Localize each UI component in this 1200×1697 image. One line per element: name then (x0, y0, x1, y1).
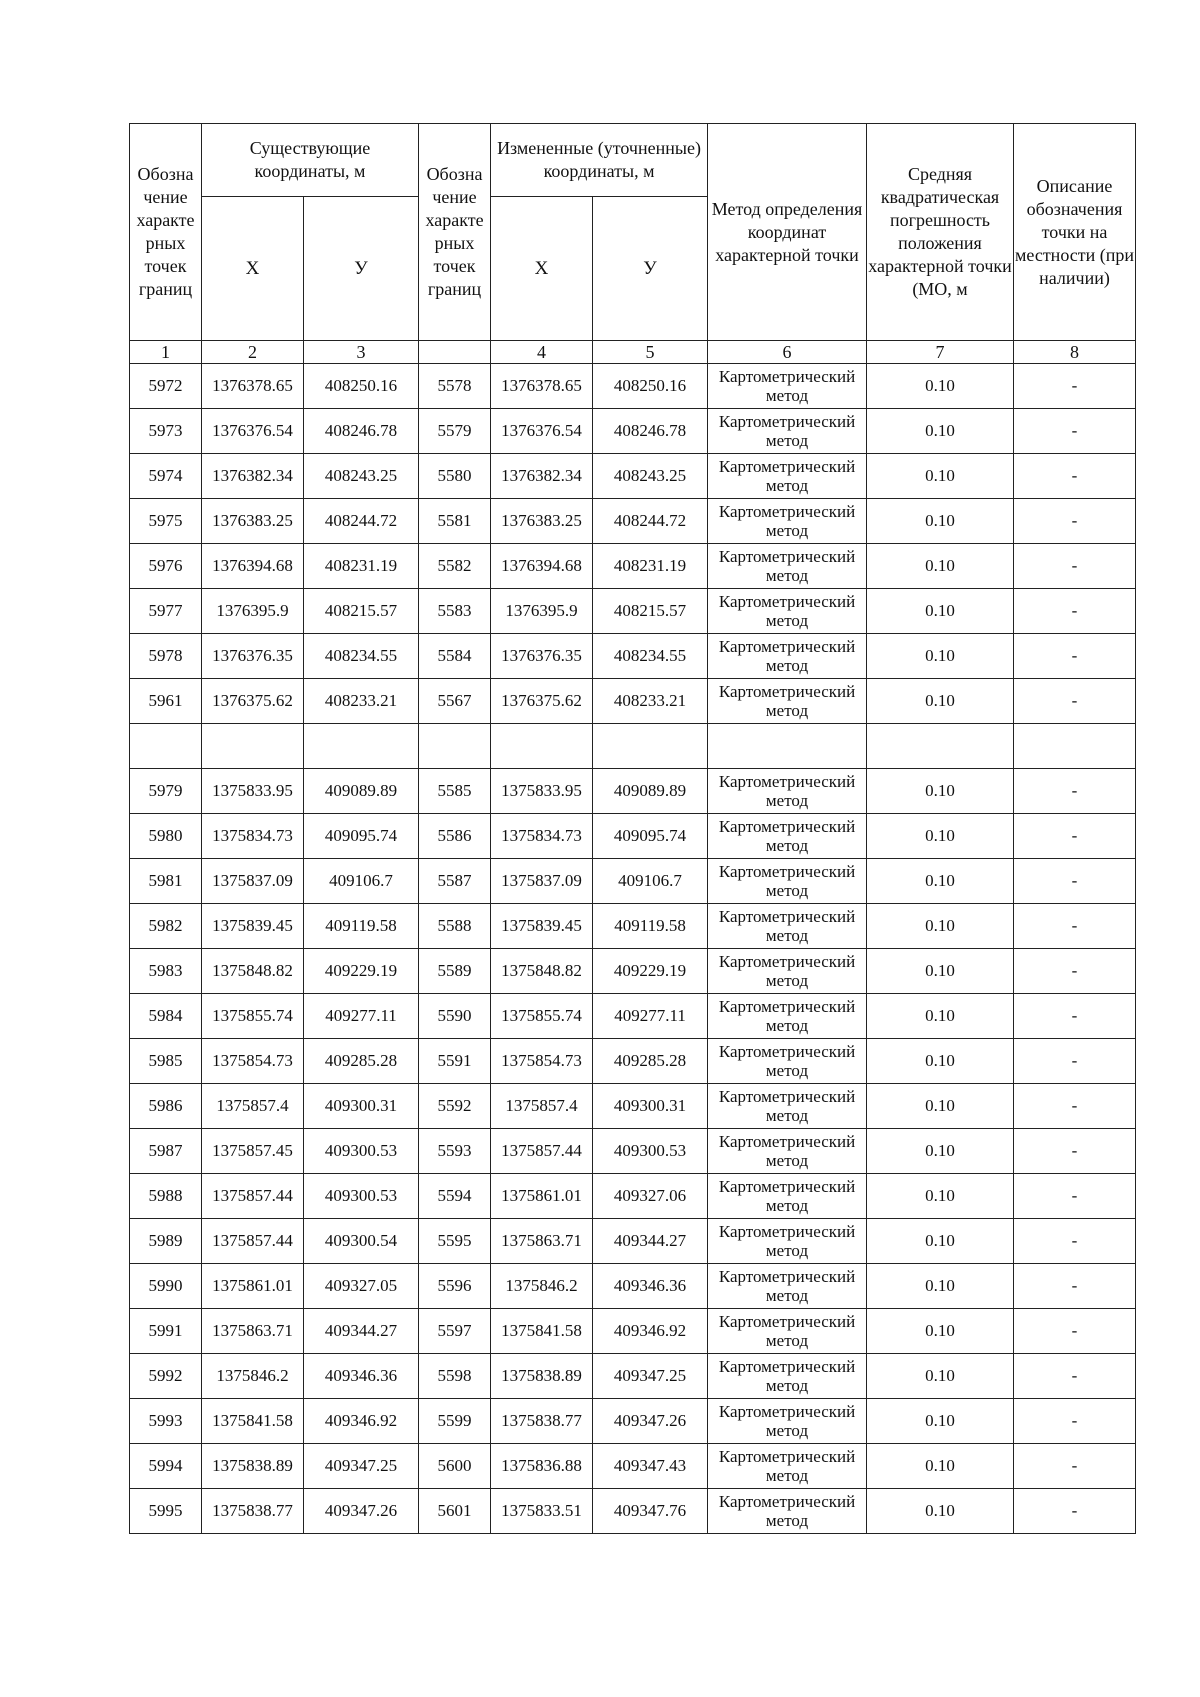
changed-x-cell: 1375855.74 (491, 994, 593, 1039)
column-number (419, 341, 491, 364)
method-cell: Картометрический метод (708, 589, 867, 634)
existing-x-cell: 1375854.73 (202, 1039, 304, 1084)
description-cell: - (1014, 364, 1136, 409)
table-row (130, 949, 1136, 994)
method-cell: Картометрический метод (708, 1129, 867, 1174)
table-body (130, 364, 1136, 1534)
error-cell: 0.10 (867, 1354, 1014, 1399)
existing-x-cell: 1376378.65 (202, 364, 304, 409)
method-cell: Картометрический метод (708, 994, 867, 1039)
table-row (130, 769, 1136, 814)
error-cell: 0.10 (867, 1219, 1014, 1264)
description-cell: - (1014, 1039, 1136, 1084)
point-id-cell: 5989 (130, 1219, 202, 1264)
empty-cell (419, 724, 491, 769)
table-row (130, 904, 1136, 949)
table-row (130, 994, 1136, 1039)
empty-cell (491, 724, 593, 769)
method-cell: Картометрический метод (708, 949, 867, 994)
table-row (130, 859, 1136, 904)
new-point-id-cell: 5581 (419, 499, 491, 544)
changed-x-cell: 1375841.58 (491, 1309, 593, 1354)
point-id-cell: 5993 (130, 1399, 202, 1444)
existing-y-cell: 408250.16 (304, 364, 419, 409)
column-number: 2 (202, 341, 304, 364)
method-cell: Картометрический метод (708, 364, 867, 409)
existing-x-cell: 1375841.58 (202, 1399, 304, 1444)
existing-x-cell: 1375848.82 (202, 949, 304, 994)
new-point-id-cell: 5567 (419, 679, 491, 724)
changed-x-cell: 1375857.4 (491, 1084, 593, 1129)
error-cell: 0.10 (867, 769, 1014, 814)
changed-x-cell: 1376383.25 (491, 499, 593, 544)
description-cell: - (1014, 904, 1136, 949)
table-row (130, 499, 1136, 544)
existing-x-cell: 1375857.45 (202, 1129, 304, 1174)
method-cell: Картометрический метод (708, 634, 867, 679)
table-row (130, 679, 1136, 724)
changed-y-cell: 409285.28 (593, 1039, 708, 1084)
table-row (130, 1444, 1136, 1489)
description-cell: - (1014, 1174, 1136, 1219)
header-mean-square-error: Средняя квадратическая погрешность положения характерной точки (МО, м (867, 124, 1014, 341)
point-id-cell: 5980 (130, 814, 202, 859)
error-cell: 0.10 (867, 1039, 1014, 1084)
table-row (130, 1084, 1136, 1129)
existing-y-cell: 409347.26 (304, 1489, 419, 1534)
header-existing-coordinates: Существующие координаты, м (202, 124, 419, 197)
description-cell: - (1014, 949, 1136, 994)
column-number: 4 (491, 341, 593, 364)
new-point-id-cell: 5582 (419, 544, 491, 589)
new-point-id-cell: 5599 (419, 1399, 491, 1444)
changed-x-cell: 1375836.88 (491, 1444, 593, 1489)
header-point-designation-new: Обозна чение характе рных точек границ (419, 124, 491, 341)
new-point-id-cell: 5585 (419, 769, 491, 814)
existing-x-cell: 1375838.89 (202, 1444, 304, 1489)
method-cell: Картометрический метод (708, 1264, 867, 1309)
existing-x-cell: 1376382.34 (202, 454, 304, 499)
header-changed-x: Х (491, 197, 593, 341)
point-id-cell: 5983 (130, 949, 202, 994)
new-point-id-cell: 5587 (419, 859, 491, 904)
changed-y-cell: 408233.21 (593, 679, 708, 724)
error-cell: 0.10 (867, 1084, 1014, 1129)
changed-y-cell: 409344.27 (593, 1219, 708, 1264)
description-cell: - (1014, 589, 1136, 634)
changed-x-cell: 1375854.73 (491, 1039, 593, 1084)
existing-x-cell: 1375846.2 (202, 1354, 304, 1399)
existing-y-cell: 409346.36 (304, 1354, 419, 1399)
new-point-id-cell: 5597 (419, 1309, 491, 1354)
table-row (130, 1039, 1136, 1084)
description-cell: - (1014, 1264, 1136, 1309)
description-cell: - (1014, 409, 1136, 454)
new-point-id-cell: 5593 (419, 1129, 491, 1174)
method-cell: Картометрический метод (708, 1489, 867, 1534)
point-id-cell: 5961 (130, 679, 202, 724)
empty-cell (867, 724, 1014, 769)
description-cell: - (1014, 1309, 1136, 1354)
method-cell: Картометрический метод (708, 1039, 867, 1084)
new-point-id-cell: 5584 (419, 634, 491, 679)
changed-y-cell: 409277.11 (593, 994, 708, 1039)
description-cell: - (1014, 544, 1136, 589)
new-point-id-cell: 5578 (419, 364, 491, 409)
existing-y-cell: 408246.78 (304, 409, 419, 454)
table-row (130, 409, 1136, 454)
point-id-cell: 5994 (130, 1444, 202, 1489)
description-cell: - (1014, 1354, 1136, 1399)
description-cell: - (1014, 1219, 1136, 1264)
table-row (130, 1399, 1136, 1444)
changed-y-cell: 408234.55 (593, 634, 708, 679)
existing-x-cell: 1375857.4 (202, 1084, 304, 1129)
new-point-id-cell: 5588 (419, 904, 491, 949)
table-row (130, 454, 1136, 499)
error-cell: 0.10 (867, 499, 1014, 544)
new-point-id-cell: 5595 (419, 1219, 491, 1264)
existing-y-cell: 408231.19 (304, 544, 419, 589)
table-row (130, 1219, 1136, 1264)
description-cell: - (1014, 679, 1136, 724)
new-point-id-cell: 5586 (419, 814, 491, 859)
point-id-cell: 5979 (130, 769, 202, 814)
column-number: 8 (1014, 341, 1136, 364)
method-cell: Картометрический метод (708, 544, 867, 589)
new-point-id-cell: 5590 (419, 994, 491, 1039)
error-cell: 0.10 (867, 1309, 1014, 1354)
column-number: 1 (130, 341, 202, 364)
changed-x-cell: 1375857.44 (491, 1129, 593, 1174)
description-cell: - (1014, 1444, 1136, 1489)
existing-y-cell: 409300.31 (304, 1084, 419, 1129)
error-cell: 0.10 (867, 994, 1014, 1039)
existing-x-cell: 1376394.68 (202, 544, 304, 589)
error-cell: 0.10 (867, 1444, 1014, 1489)
changed-x-cell: 1375834.73 (491, 814, 593, 859)
point-id-cell: 5975 (130, 499, 202, 544)
changed-y-cell: 409106.7 (593, 859, 708, 904)
existing-y-cell: 409119.58 (304, 904, 419, 949)
existing-y-cell: 409089.89 (304, 769, 419, 814)
header-changed-coordinates: Измененные (уточненные) координаты, м (491, 124, 708, 197)
changed-y-cell: 409347.25 (593, 1354, 708, 1399)
new-point-id-cell: 5592 (419, 1084, 491, 1129)
changed-y-cell: 408215.57 (593, 589, 708, 634)
empty-cell (304, 724, 419, 769)
existing-x-cell: 1375857.44 (202, 1174, 304, 1219)
point-id-cell: 5985 (130, 1039, 202, 1084)
changed-x-cell: 1376382.34 (491, 454, 593, 499)
point-id-cell: 5976 (130, 544, 202, 589)
header-existing-x: Х (202, 197, 304, 341)
changed-x-cell: 1375837.09 (491, 859, 593, 904)
new-point-id-cell: 5579 (419, 409, 491, 454)
changed-y-cell: 408243.25 (593, 454, 708, 499)
existing-x-cell: 1375863.71 (202, 1309, 304, 1354)
existing-y-cell: 408244.72 (304, 499, 419, 544)
changed-y-cell: 408231.19 (593, 544, 708, 589)
changed-x-cell: 1375846.2 (491, 1264, 593, 1309)
error-cell: 0.10 (867, 1489, 1014, 1534)
new-point-id-cell: 5580 (419, 454, 491, 499)
method-cell: Картометрический метод (708, 409, 867, 454)
existing-y-cell: 409300.54 (304, 1219, 419, 1264)
coordinates-table (129, 123, 1136, 1534)
changed-x-cell: 1375833.51 (491, 1489, 593, 1534)
column-number: 5 (593, 341, 708, 364)
changed-x-cell: 1376378.65 (491, 364, 593, 409)
method-cell: Картометрический метод (708, 814, 867, 859)
method-cell: Картометрический метод (708, 1084, 867, 1129)
error-cell: 0.10 (867, 364, 1014, 409)
method-cell: Картометрический метод (708, 1399, 867, 1444)
method-cell: Картометрический метод (708, 1309, 867, 1354)
changed-y-cell: 409347.43 (593, 1444, 708, 1489)
point-id-cell: 5977 (130, 589, 202, 634)
point-id-cell: 5991 (130, 1309, 202, 1354)
changed-y-cell: 408244.72 (593, 499, 708, 544)
existing-y-cell: 409300.53 (304, 1129, 419, 1174)
error-cell: 0.10 (867, 1264, 1014, 1309)
point-id-cell: 5982 (130, 904, 202, 949)
changed-x-cell: 1376394.68 (491, 544, 593, 589)
header-description: Описание обозначения точки на местности (при наличии) (1014, 124, 1136, 341)
changed-y-cell: 409346.36 (593, 1264, 708, 1309)
description-cell: - (1014, 1489, 1136, 1534)
point-id-cell: 5986 (130, 1084, 202, 1129)
table-row (130, 814, 1136, 859)
changed-y-cell: 409089.89 (593, 769, 708, 814)
empty-cell (708, 724, 867, 769)
existing-y-cell: 409327.05 (304, 1264, 419, 1309)
existing-y-cell: 408233.21 (304, 679, 419, 724)
existing-x-cell: 1375837.09 (202, 859, 304, 904)
changed-x-cell: 1376376.54 (491, 409, 593, 454)
changed-y-cell: 409327.06 (593, 1174, 708, 1219)
existing-x-cell: 1375833.95 (202, 769, 304, 814)
error-cell: 0.10 (867, 1174, 1014, 1219)
existing-y-cell: 409229.19 (304, 949, 419, 994)
method-cell: Картометрический метод (708, 859, 867, 904)
column-number-row (130, 341, 1136, 364)
new-point-id-cell: 5596 (419, 1264, 491, 1309)
changed-y-cell: 408250.16 (593, 364, 708, 409)
existing-x-cell: 1376383.25 (202, 499, 304, 544)
method-cell: Картометрический метод (708, 1174, 867, 1219)
point-id-cell: 5978 (130, 634, 202, 679)
table-row (130, 1489, 1136, 1534)
changed-y-cell: 409346.92 (593, 1309, 708, 1354)
point-id-cell: 5995 (130, 1489, 202, 1534)
method-cell: Картометрический метод (708, 769, 867, 814)
new-point-id-cell: 5591 (419, 1039, 491, 1084)
error-cell: 0.10 (867, 679, 1014, 724)
description-cell: - (1014, 499, 1136, 544)
table-row (130, 1129, 1136, 1174)
changed-y-cell: 409300.31 (593, 1084, 708, 1129)
point-id-cell: 5972 (130, 364, 202, 409)
header-changed-y: У (593, 197, 708, 341)
description-cell: - (1014, 454, 1136, 499)
method-cell: Картометрический метод (708, 1219, 867, 1264)
existing-x-cell: 1375861.01 (202, 1264, 304, 1309)
new-point-id-cell: 5598 (419, 1354, 491, 1399)
changed-x-cell: 1375863.71 (491, 1219, 593, 1264)
existing-y-cell: 408234.55 (304, 634, 419, 679)
method-cell: Картометрический метод (708, 1444, 867, 1489)
changed-x-cell: 1375833.95 (491, 769, 593, 814)
description-cell: - (1014, 634, 1136, 679)
new-point-id-cell: 5601 (419, 1489, 491, 1534)
description-cell: - (1014, 1399, 1136, 1444)
description-cell: - (1014, 814, 1136, 859)
column-number: 6 (708, 341, 867, 364)
column-number: 7 (867, 341, 1014, 364)
existing-x-cell: 1375855.74 (202, 994, 304, 1039)
existing-y-cell: 409346.92 (304, 1399, 419, 1444)
error-cell: 0.10 (867, 634, 1014, 679)
description-cell: - (1014, 769, 1136, 814)
changed-x-cell: 1375839.45 (491, 904, 593, 949)
changed-y-cell: 409119.58 (593, 904, 708, 949)
table-row (130, 1174, 1136, 1219)
method-cell: Картометрический метод (708, 499, 867, 544)
point-id-cell: 5984 (130, 994, 202, 1039)
error-cell: 0.10 (867, 859, 1014, 904)
error-cell: 0.10 (867, 1129, 1014, 1174)
header-method: Метод определения координат характерной точки (708, 124, 867, 341)
changed-x-cell: 1376376.35 (491, 634, 593, 679)
existing-y-cell: 408243.25 (304, 454, 419, 499)
new-point-id-cell: 5594 (419, 1174, 491, 1219)
new-point-id-cell: 5600 (419, 1444, 491, 1489)
point-id-cell: 5987 (130, 1129, 202, 1174)
description-cell: - (1014, 1129, 1136, 1174)
empty-cell (202, 724, 304, 769)
table-row (130, 544, 1136, 589)
existing-y-cell: 409106.7 (304, 859, 419, 904)
changed-y-cell: 409347.76 (593, 1489, 708, 1534)
error-cell: 0.10 (867, 814, 1014, 859)
existing-y-cell: 409277.11 (304, 994, 419, 1039)
existing-y-cell: 409344.27 (304, 1309, 419, 1354)
existing-y-cell: 409095.74 (304, 814, 419, 859)
error-cell: 0.10 (867, 1399, 1014, 1444)
table-row (130, 589, 1136, 634)
changed-x-cell: 1375838.77 (491, 1399, 593, 1444)
existing-y-cell: 409347.25 (304, 1444, 419, 1489)
description-cell: - (1014, 994, 1136, 1039)
changed-x-cell: 1376375.62 (491, 679, 593, 724)
point-id-cell: 5990 (130, 1264, 202, 1309)
header-existing-y: У (304, 197, 419, 341)
existing-x-cell: 1375838.77 (202, 1489, 304, 1534)
table-row (130, 364, 1136, 409)
method-cell: Картометрический метод (708, 904, 867, 949)
changed-y-cell: 408246.78 (593, 409, 708, 454)
description-cell: - (1014, 859, 1136, 904)
changed-x-cell: 1375848.82 (491, 949, 593, 994)
existing-x-cell: 1376376.54 (202, 409, 304, 454)
error-cell: 0.10 (867, 544, 1014, 589)
point-id-cell: 5974 (130, 454, 202, 499)
error-cell: 0.10 (867, 904, 1014, 949)
error-cell: 0.10 (867, 454, 1014, 499)
existing-x-cell: 1376395.9 (202, 589, 304, 634)
existing-x-cell: 1375839.45 (202, 904, 304, 949)
empty-cell (593, 724, 708, 769)
table-row (130, 1354, 1136, 1399)
existing-x-cell: 1375834.73 (202, 814, 304, 859)
method-cell: Картометрический метод (708, 679, 867, 724)
table-row (130, 634, 1136, 679)
existing-x-cell: 1375857.44 (202, 1219, 304, 1264)
changed-x-cell: 1376395.9 (491, 589, 593, 634)
table-row (130, 1309, 1136, 1354)
error-cell: 0.10 (867, 589, 1014, 634)
description-cell: - (1014, 1084, 1136, 1129)
table-row (130, 1264, 1136, 1309)
error-cell: 0.10 (867, 409, 1014, 454)
existing-y-cell: 409300.53 (304, 1174, 419, 1219)
error-cell: 0.10 (867, 949, 1014, 994)
empty-cell (130, 724, 202, 769)
changed-y-cell: 409095.74 (593, 814, 708, 859)
point-id-cell: 5992 (130, 1354, 202, 1399)
changed-x-cell: 1375861.01 (491, 1174, 593, 1219)
empty-cell (1014, 724, 1136, 769)
header-point-designation: Обозна чение характе рных точек границ (130, 124, 202, 341)
point-id-cell: 5973 (130, 409, 202, 454)
existing-y-cell: 409285.28 (304, 1039, 419, 1084)
new-point-id-cell: 5589 (419, 949, 491, 994)
changed-y-cell: 409300.53 (593, 1129, 708, 1174)
existing-x-cell: 1376375.62 (202, 679, 304, 724)
method-cell: Картометрический метод (708, 1354, 867, 1399)
changed-y-cell: 409347.26 (593, 1399, 708, 1444)
column-number: 3 (304, 341, 419, 364)
new-point-id-cell: 5583 (419, 589, 491, 634)
changed-y-cell: 409229.19 (593, 949, 708, 994)
empty-separator-row (130, 724, 1136, 769)
existing-x-cell: 1376376.35 (202, 634, 304, 679)
point-id-cell: 5988 (130, 1174, 202, 1219)
existing-y-cell: 408215.57 (304, 589, 419, 634)
changed-x-cell: 1375838.89 (491, 1354, 593, 1399)
point-id-cell: 5981 (130, 859, 202, 904)
method-cell: Картометрический метод (708, 454, 867, 499)
